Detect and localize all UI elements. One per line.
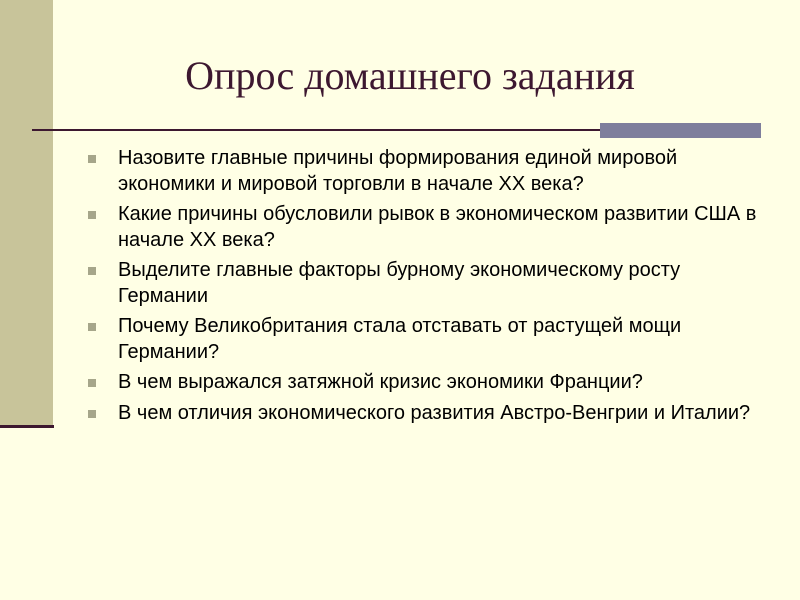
bullet-text: Выделите главные факторы бурному экономическому росту Германии <box>118 259 681 307</box>
bullet-item <box>88 202 768 253</box>
slide-title: Опрос домашнего задания <box>185 53 635 98</box>
bullet-text: В чем отличия экономического развития Австро-Венгрии и Италии? <box>118 401 751 424</box>
bullet-item <box>88 258 768 309</box>
bullet-item <box>88 314 768 365</box>
title-divider-block <box>600 123 761 138</box>
bullet-text: Почему Великобритания стала отставать от растущей мощи Германии? <box>118 315 682 363</box>
bullet-item <box>88 401 768 427</box>
bullet-square-icon <box>88 155 96 163</box>
left-bar-accent-line <box>0 425 54 428</box>
title-divider-line <box>32 129 600 131</box>
bullet-text: В чем выражался затяжной кризис экономики Франции? <box>118 371 643 393</box>
bullet-text: Какие причины обусловили рывок в экономическом развитии США в начале XX века? <box>118 203 757 251</box>
bullet-square-icon <box>88 211 96 219</box>
bullet-square-icon <box>88 267 96 275</box>
bullet-item <box>88 370 768 396</box>
bullet-square-icon <box>88 379 96 387</box>
bullet-list <box>88 146 768 431</box>
bullet-square-icon <box>88 410 96 418</box>
left-decorative-bar <box>0 0 53 427</box>
bullet-text: Назовите главные причины формирования единой мировой экономики и мировой торговли в начале XX века? <box>118 147 678 195</box>
bullet-square-icon <box>88 323 96 331</box>
bullet-item <box>88 146 768 197</box>
